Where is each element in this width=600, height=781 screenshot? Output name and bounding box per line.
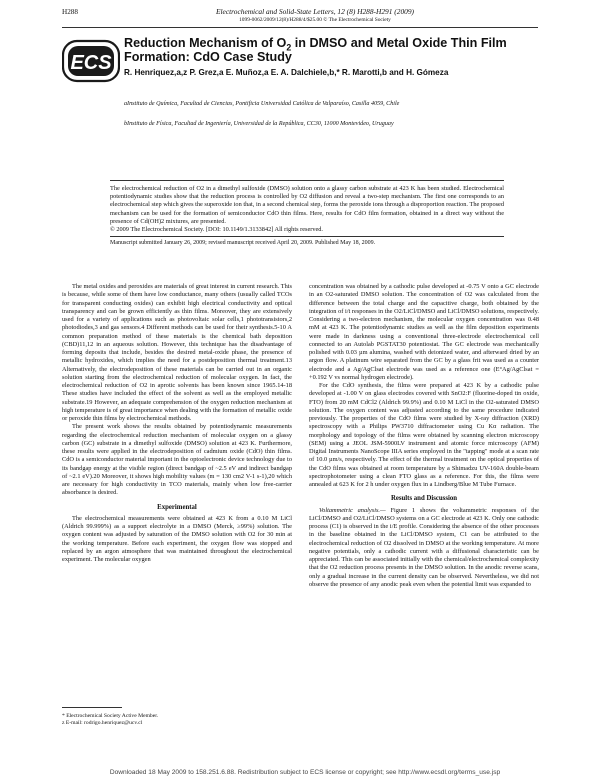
author-list: R. Henriquez,a,z P. Grez,a E. Muñoz,a E. A. Dalchiele,b,* R. Marotti,b and H. Gómeza — [124, 68, 449, 77]
abstract-text: The electrochemical reduction of O2 in a dimethyl sulfoxide (DMSO) solution onto a glassy carbon substrate at 423 K has been studied. Electrochemical potentiodynamic studies show that the reduction process is controlled by O2 diffusion and reveal a two-step mechanism. The first one corresponds to an electrochemical step which gives the superoxide ion that, in a second chemical step, forms the peroxide ions through a disproportion reaction. The proposed mechanism can be used for the formation of semiconductor CdO thin films. Here, results for CdO film formation, obtained in a direct way without the presence of Cd(OH)2 mixtures, are presented. — [110, 185, 504, 225]
abstract — [110, 185, 504, 234]
abstract-top-rule — [110, 180, 504, 181]
paragraph: Voltammetric analysis.— Figure 1 shows the voltammetric responses of the LiCl/DMSO and O2/LiCl/DMSO systems on a GC electrode at 423 K. Only one cathodic process (C1) is observed in the i/E profile. Considering the absence of the other processes in the baseline obtained in the LiCl/DMSO system, C1 can be attributed to the electrochemical reduction of O2 dissolved in DMSO at the working temperature. At more negative potentials, only a cathodic current with a diffusional characteristic can be appreciated. This can be associated initially with the chemical/electrochemical complexity that the O2 reduction process presents in the DMSO solution. In the anodic reverse scans, only a gradual increase in the current density can be observed. Nevertheless, we did not observe the presence of any anodic peak even when the potential limit was expanded to — [309, 506, 539, 588]
paragraph: The electrochemical measurements were obtained at 423 K from a 0.10 M LiCl (Aldrich 99.999%) as a support electrolyte in a DMSO (Merck, ≥99%) solution. The oxygen content was adjusted by saturation of the DMSO solution with O2 for 30 min at the working temperature. Before each experiment, the oxygen flow was stopped and replaced by an argon atmosphere that was maintained throughout the electrochemical experiment. The molecular oxygen — [62, 514, 292, 563]
subsection-label: Voltammetric analysis.— — [319, 506, 386, 514]
submission-dates: Manuscript submitted January 26, 2009; revised manuscript received April 20, 2009. Published May 18, 2009. — [110, 240, 376, 246]
footnote-rule — [62, 707, 122, 708]
left-column — [62, 283, 292, 564]
section-heading-experimental: Experimental — [157, 503, 197, 511]
ecs-logo — [62, 38, 120, 84]
ecs-logo-text: ECS — [70, 52, 112, 74]
issn-line: 1099-0062/2009/12(8)/H288/4/$25.00 © The Electrochemical Society — [239, 17, 391, 23]
paragraph: The present work shows the results obtained by potentiodynamic measurements regarding the electrochemical reduction mechanism of molecular oxygen on a glassy carbon (GC) substrate in a dimethyl sulfoxide (DMSO) solution at 423 K. Furthermore, these results were applied in the electrodeposition of cadmium oxide (CdO) thin films. CdO is a semiconductor material important in the optoelectronic device technology due to its bandgap energy at the visible region (direct bandgap of ~2.5 eV and indirect bandgap of ~2.1 eV).20 Moreover, it shows high mobility values (m = 130 cm2 V-1 s-1),20 which are necessary for high conductivity in TCO materials, mainly when low free-carrier absorbance is desired. — [62, 423, 292, 497]
right-column — [309, 283, 539, 589]
affiliation-b: bInstituto de Física, Facultad de Ingeniería, Universidad de la República, CC30, 11000 Montevideo, Uruguay — [124, 121, 394, 127]
journal-line: Electrochemical and Solid-State Letters, 12 (8) H288-H291 (2009) — [215, 7, 414, 16]
download-notice: Downloaded 18 May 2009 to 158.251.6.88. Redistribution subject to ECS license or copyright; see http://www.ecsdl.org/terms_use.jsp — [109, 769, 501, 776]
journal-header — [150, 7, 480, 25]
affiliation-a: aInstituto de Química, Facultad de Ciencias, Pontificia Universidad Católica de Valparaíso, Casilla 4059, Chile — [124, 101, 400, 107]
section-heading-results: Results and Discussion — [390, 495, 458, 503]
paragraph: The metal oxides and peroxides are materials of great interest in current research. This is because, while some of them have low conductance, many others (usually called TCOs for transparent conducting oxides) can exhibit high electrical conductivity and optical transparency and can be grown efficiently as thin films. Moreover, they are extensively used for a variety of applications such as photovoltaic solar cells,1 phototransistors,2 photodiodes,3 and gas sensors.4 Different methods can be used for their synthesis.5-10 A common preparation method of these materials is the chemical bath deposition (CBD)11,12 in an aqueous solution. However, this technique has the disadvantage of forming deposits that include, besides the desired metal-oxide phase, the presence of metallic hydroxides, which implies the need for a postdeposition thermal treatment.13 Alternatively, the electrodeposition of these materials can be carried out in an organic solution starting from the electrochemical reduction of molecular oxygen. In fact, the electrochemical reduction of O2 in aprotic solvents has been known since 1965.14-18 These studies have included the effect of the solvent as well as the employed metallic substrate.19 However, an adequate comprehension of the oxygen reduction mechanism at high temperature is of great importance when dealing with the formation of metallic oxide or peroxide thin films by electrochemical methods. — [62, 283, 292, 422]
article-title: Reduction Mechanism of $O_2$ in DMSO and Metal Oxide Thin Film Formation: CdO Case Study — [124, 36, 507, 64]
footnotes — [62, 713, 262, 727]
footnote-member: * Electrochemical Society Active Member. — [62, 713, 159, 719]
copyright: © 2009 The Electrochemical Society. [DOI: 10.1149/1.3133842] All rights reserved. — [110, 226, 323, 234]
page-number: H288 — [62, 8, 78, 16]
header-rule — [62, 27, 538, 28]
paragraph: For the CdO synthesis, the films were prepared at 423 K by a cathodic pulse developed at -1.00 V on glass electrodes covered with SnO2:F (fluorine-doped tin oxide, FTO) from 20 mM CdCl2 (Aldrich 99.9%) and 0.10 M LiCl in the O2-saturated DMSO solution. The oxygen content was adjusted according to the same procedure indicated previously. The properties of the CdO films were studied by X-ray diffraction (XRD) spectroscopy with a Philips PW3710 diffractometer using Cu Kα radiation. The morphology and topology of the films were obtained by scanning electron microscopy (SEM) using a JEOL JSM-5900LV instrument and atomic force microscopy (AFM) Digital Instruments NanoScope IIIA series employed in the "tapping" mode at a scan rate of 10.0 µm/s, respectively. The effect of the thermal treatment on the optical properties of the CdO films was obtained at room temperature by a Shimadzu UV-160A double-beam spectrophotometer using a clean FTO glass as a reference. For this, the films were annealed at 623 K for 2 h under oxygen flux in a Lindberg/Blue M Tube Furnace. — [309, 382, 539, 488]
abstract-bottom-rule — [110, 236, 504, 237]
paragraph: concentration was obtained by a cathodic pulse developed at -0.75 V onto a GC electrode in an O2-saturated DMSO solution. The concentration of O2 was calculated from the difference between the total charge and the capacitive charge, both obtained by the integration of i/t responses in the O2/LiCl/DMSO and LiCl/DMSO solutions, respectively. Considering a two-electron mechanism, the molecular oxygen concentration was 0.48 mM at 423 K. The potentiodynamic studies as well as the film deposition experiments were made in darkness using a conventional three-electrode electrochemical cell connected to an Autolab PGSTAT30 potentiostat. The GC electrode was mechanically polished with 0.03 µm alumina, washed with deionized water, and afterward dried by an argon flow. A platinum wire separated from the GC by a glass frit was used as a counter electrode and a Ag/AgClsat electrode was used as a reference one (E°Ag/AgClsat = +0.192 V vs normal hydrogen electrode). — [309, 283, 539, 381]
footnote-email: z E-mail: rodrigo.henriquez@ucv.cl — [62, 720, 143, 726]
